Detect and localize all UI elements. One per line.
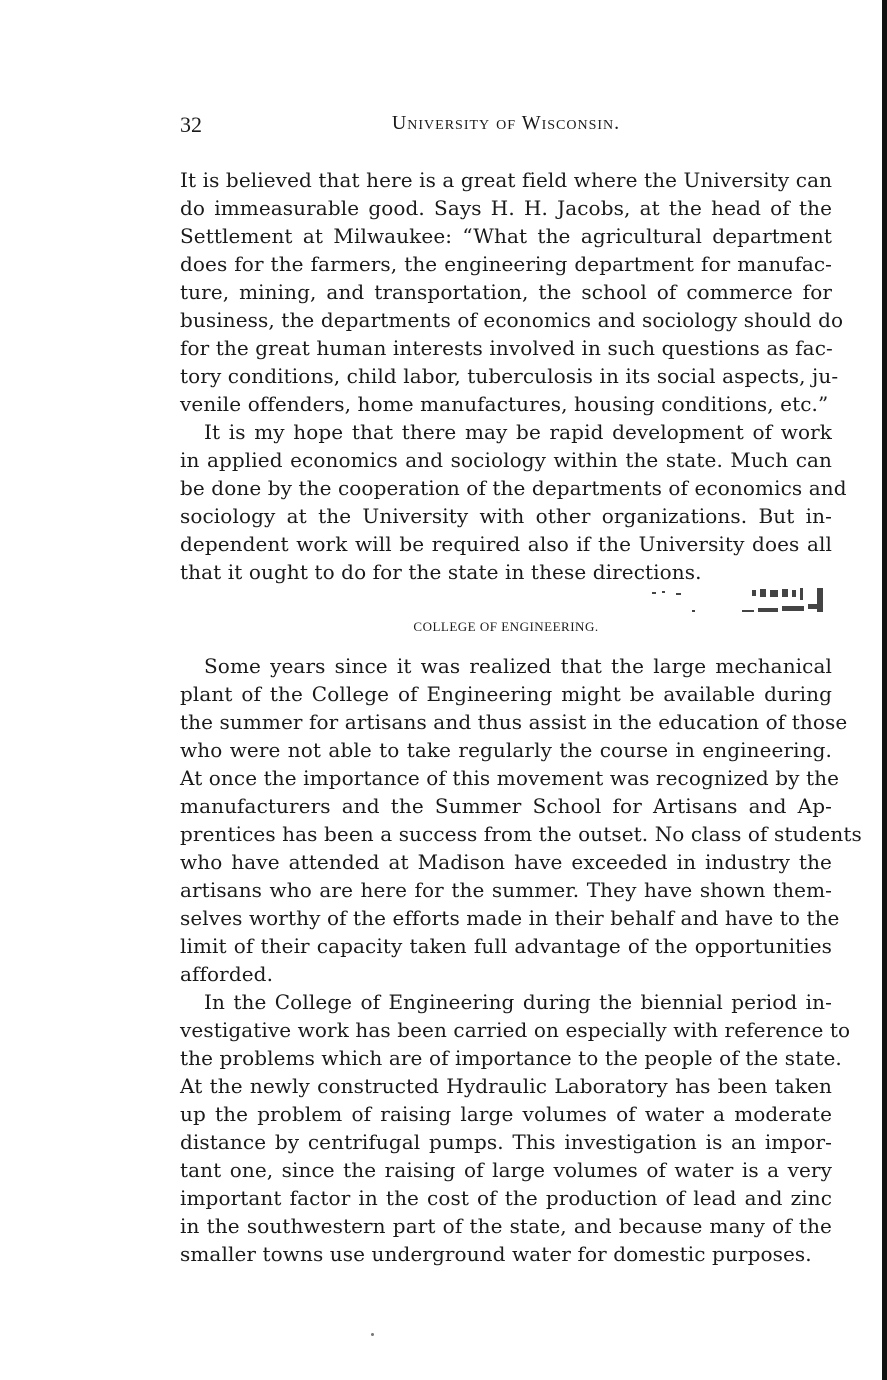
section-heading: COLLEGE OF ENGINEERING. [413, 619, 599, 634]
text-line: who have attended at Madison have exceeded in industry the [180, 850, 832, 874]
text-line: limit of their capacity taken full advantage of the opportunities [180, 934, 832, 958]
page-number: 32 [180, 112, 202, 137]
text-line: up the problem of raising large volumes of water a moderate [180, 1102, 832, 1126]
text-line: Some years since it was realized that the large mechanical [204, 654, 832, 678]
paragraph [180, 166, 844, 418]
text-line: afforded. [180, 962, 274, 986]
paragraph [180, 652, 862, 988]
text-line: vestigative work has been carried on especially with reference to [180, 1018, 851, 1042]
text-line: distance by centrifugal pumps. This investigation is an impor- [180, 1130, 832, 1154]
text-line: At once the importance of this movement was recognized by the [180, 766, 840, 790]
text-line: At the newly constructed Hydraulic Laboratory has been taken [180, 1074, 832, 1098]
text-line: does for the farmers, the engineering department for manufac- [180, 252, 832, 276]
text-line: venile offenders, home manufactures, housing conditions, etc.” [180, 392, 829, 416]
text-line: be done by the cooperation of the departments of economics and [180, 476, 847, 500]
body-text-top [180, 166, 847, 586]
text-line: do immeasurable good. Says H. H. Jacobs, at the head of the [180, 196, 832, 220]
text-line: for the great human interests involved in such questions as fac- [180, 336, 833, 360]
text-line: sociology at the University with other organizations. But in- [180, 504, 832, 528]
text-line: artisans who are here for the summer. They have shown them- [180, 878, 832, 902]
text-line: manufacturers and the Summer School for Artisans and Ap- [180, 794, 832, 818]
library-stamp-smudge [632, 588, 832, 620]
text-line: It is my hope that there may be rapid development of work [204, 420, 832, 444]
text-line: in the southwestern part of the state, and because many of the [180, 1214, 832, 1238]
scan-speck [371, 1333, 374, 1336]
text-line: tant one, since the raising of large volumes of water is a very [180, 1158, 832, 1182]
text-line: important factor in the cost of the production of lead and zinc [180, 1186, 832, 1210]
paragraph [180, 418, 847, 586]
page-header [180, 112, 832, 142]
text-line: tory conditions, child labor, tuberculosis in its social aspects, ju- [180, 364, 839, 388]
text-line: in applied economics and sociology within the state. Much can [180, 448, 832, 472]
text-line: the summer for artisans and thus assist in the education of those [180, 710, 848, 734]
text-line: In the College of Engineering during the biennial period in- [204, 990, 832, 1014]
paragraph [180, 988, 851, 1268]
running-title: University of Wisconsin. [391, 112, 621, 134]
text-line: business, the departments of economics and sociology should do [180, 308, 844, 332]
text-line: that it ought to do for the state in these directions. [180, 560, 702, 584]
text-line: the problems which are of importance to the people of the state. [180, 1046, 842, 1070]
text-line: prentices has been a success from the outset. No class of students [180, 822, 862, 846]
text-line: dependent work will be required also if the University does all [180, 532, 832, 556]
text-line: It is believed that here is a great field where the University can [180, 168, 833, 192]
text-line: ture, mining, and transportation, the school of commerce for [180, 280, 832, 304]
text-line: plant of the College of Engineering might be available during [180, 682, 832, 706]
text-line: Settlement at Milwaukee: “What the agricultural department [180, 224, 832, 248]
page-edge-shadow [882, 0, 887, 1380]
body-text-bottom [180, 652, 862, 1268]
text-line: selves worthy of the efforts made in their behalf and have to the [180, 906, 840, 930]
text-line: who were not able to take regularly the course in engineering. [180, 738, 832, 762]
text-line: smaller towns use underground water for domestic purposes. [180, 1242, 812, 1266]
